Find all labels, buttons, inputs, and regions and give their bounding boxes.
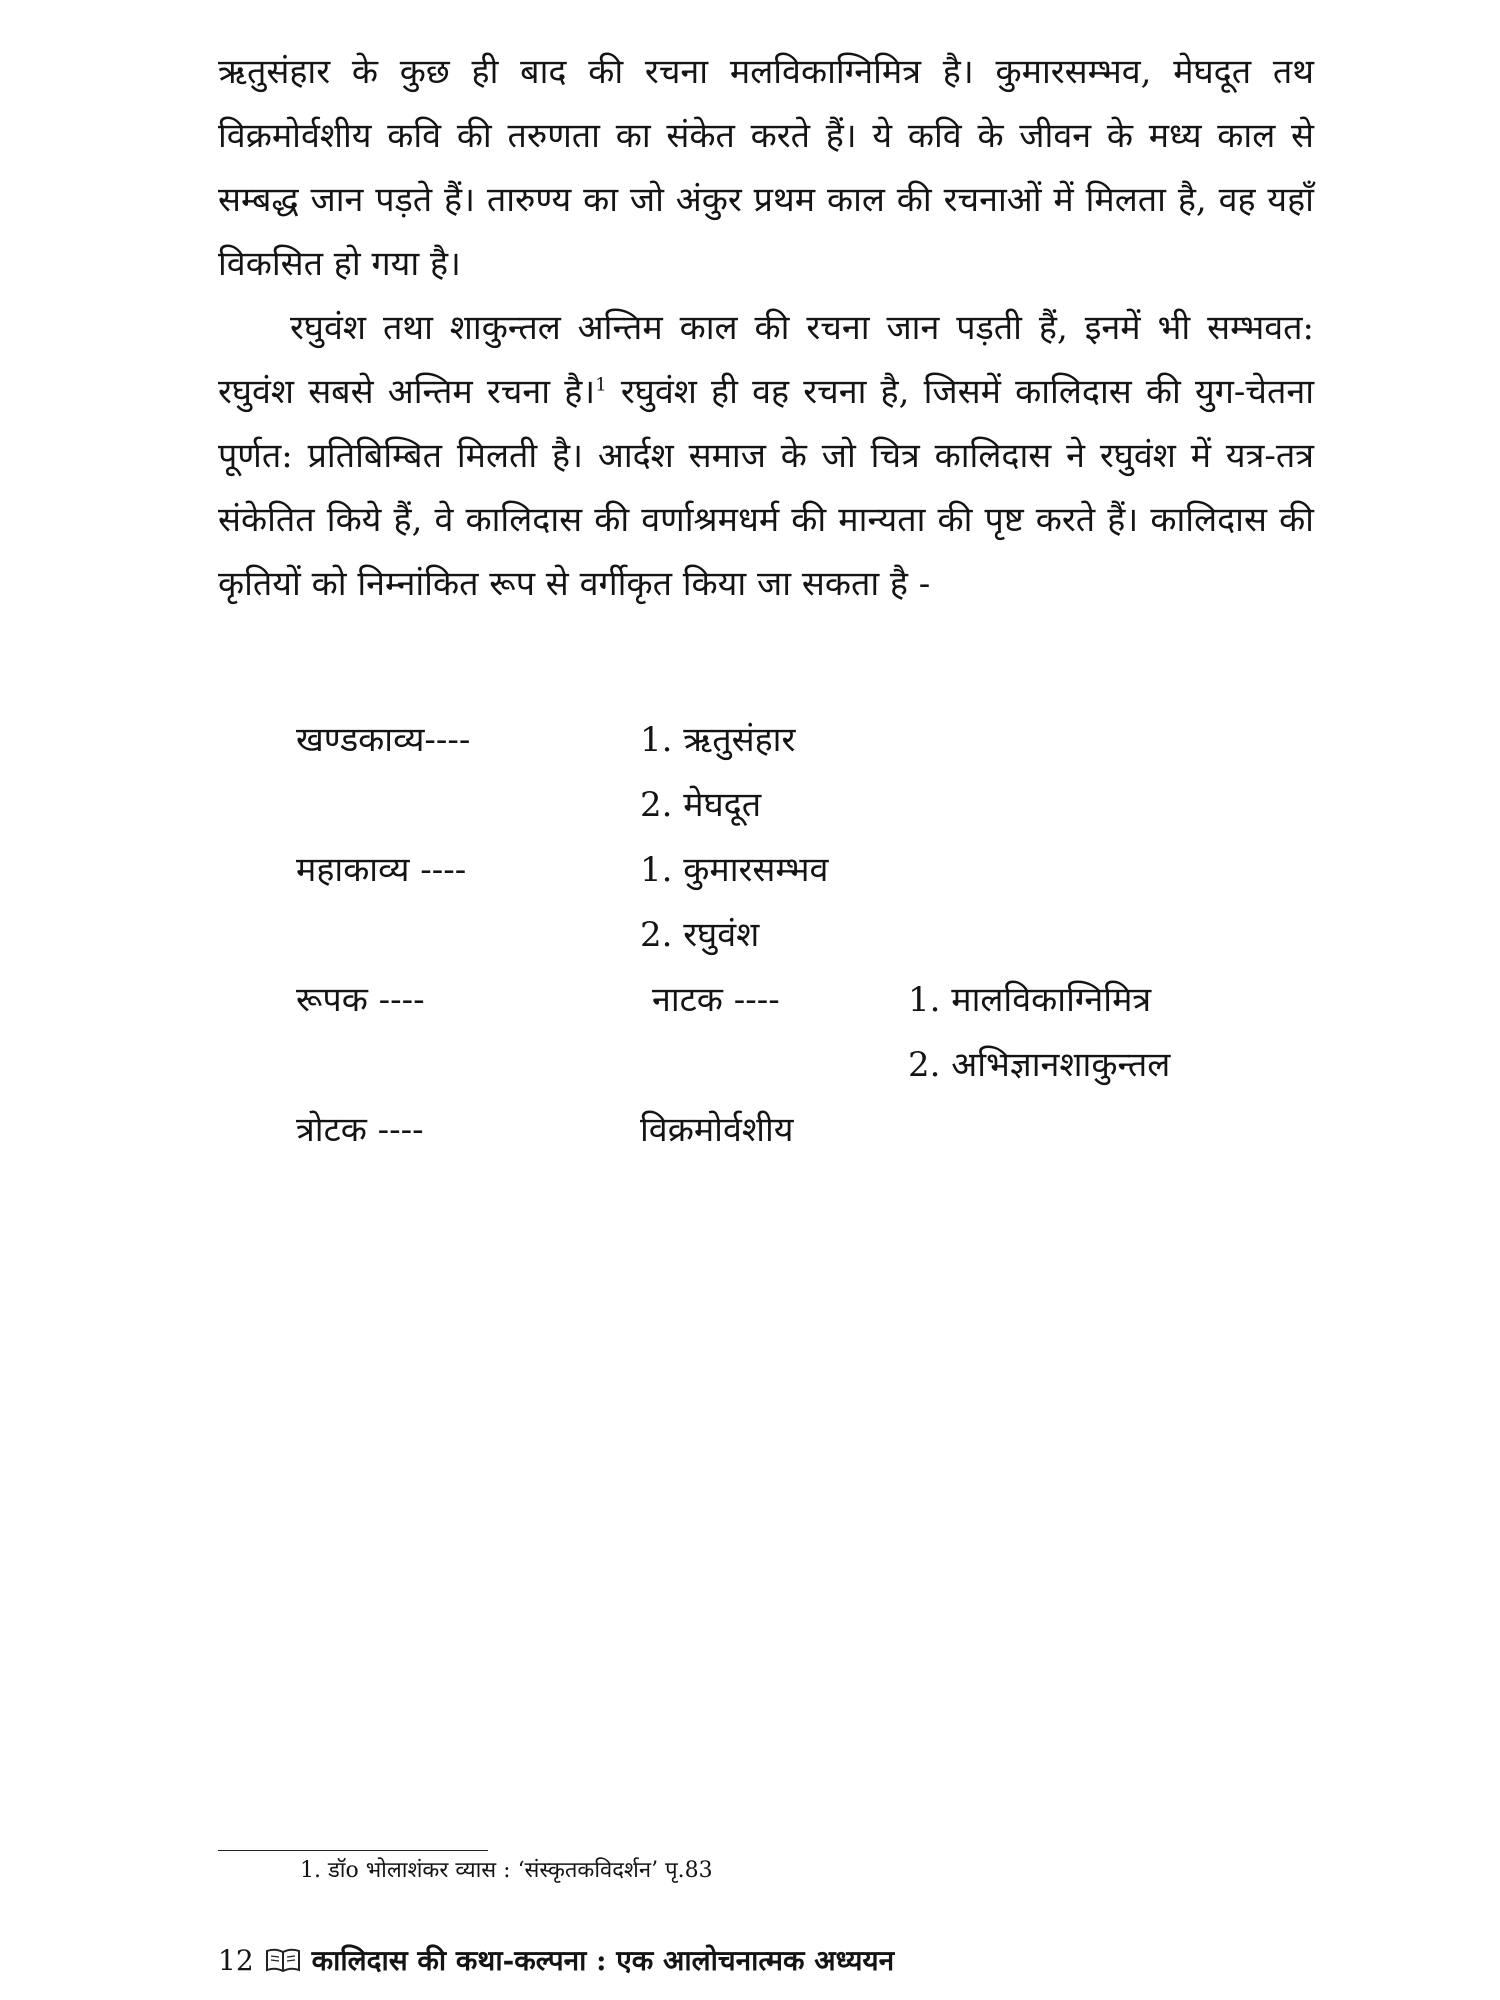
paragraph-2-text-b: रघुवंश ही वह रचना है, जिसमें कालिदास की युग-चेतना पूर्णत: प्रतिबिम्बित मिलती है। आर्दश समाज के जो चित्र कालिदास ने रघुवंश में यत्र-तत्र संकेतित किये हैं, वे कालिदास की वर्णाश्रमधर्म की मान्यता की पृष्ट करते हैं। कालिदास की कृतियों को निम्नांकित रूप से वर्गीकृत किया जा सकता है - <box>218 372 1315 604</box>
paragraph-2-text-a: रघुवंश तथा शाकुन्तल अन्तिम काल की रचना जान पड़ती हैं, इनमें भी सम्भवत: रघुवंश सबसे अन्तिम रचना है। <box>218 308 1314 412</box>
body-paragraph-1: ऋतुसंहार के कुछ ही बाद की रचना मलविकाग्निमित्र है। कुमारसम्भव, मेघदूत तथ विक्रमोर्वशीय कवि की तरुणता का संकेत करते हैं। ये कवि के जीवन के मध्य काल से सम्बद्ध जान पड़ते हैं। तारुण्य का जो अंकुर प्रथम काल की रचनाओं में मिलता है, वह यहाँ विकसित हो गया है। <box>218 52 1314 284</box>
footnote-divider <box>218 1850 488 1851</box>
trotak-label: त्रोटक ---- <box>296 1110 424 1150</box>
khandkavya-item-2: 2. मेघदूत <box>640 785 762 825</box>
natak-item-1: 1. मालविकाग्निमित्र <box>908 980 1152 1020</box>
mahakavya-item-1: 1. कुमारसम्भव <box>640 850 829 890</box>
natak-label: नाटक ---- <box>652 980 780 1020</box>
khandkavya-item-1: 1. ऋतुसंहार <box>640 720 796 760</box>
book-title: कालिदास की कथा-कल्पना : एक आलोचनात्मक अध्ययन <box>311 1944 895 1977</box>
page-number: 12 <box>218 1943 254 1977</box>
page-footer <box>218 1940 894 1980</box>
mahakavya-item-2: 2. रघुवंश <box>640 915 760 955</box>
trotak-item-1: विक्रमोर्वशीय <box>640 1110 794 1150</box>
footnote: 1. डॉo भोलाशंकर व्यास : ‘संस्कृतकविदर्शन’ पृ.83 <box>300 1858 713 1883</box>
mahakavya-label: महाकाव्य ---- <box>296 850 467 890</box>
khandkavya-label: खण्डकाव्य---- <box>296 720 471 760</box>
body-paragraph-2 <box>218 296 1314 616</box>
rupak-label: रूपक ---- <box>296 980 425 1020</box>
open-book-icon <box>264 1946 302 1974</box>
footnote-reference: 1 <box>595 374 607 396</box>
natak-item-2: 2. अभिज्ञानशाकुन्तल <box>908 1045 1171 1085</box>
